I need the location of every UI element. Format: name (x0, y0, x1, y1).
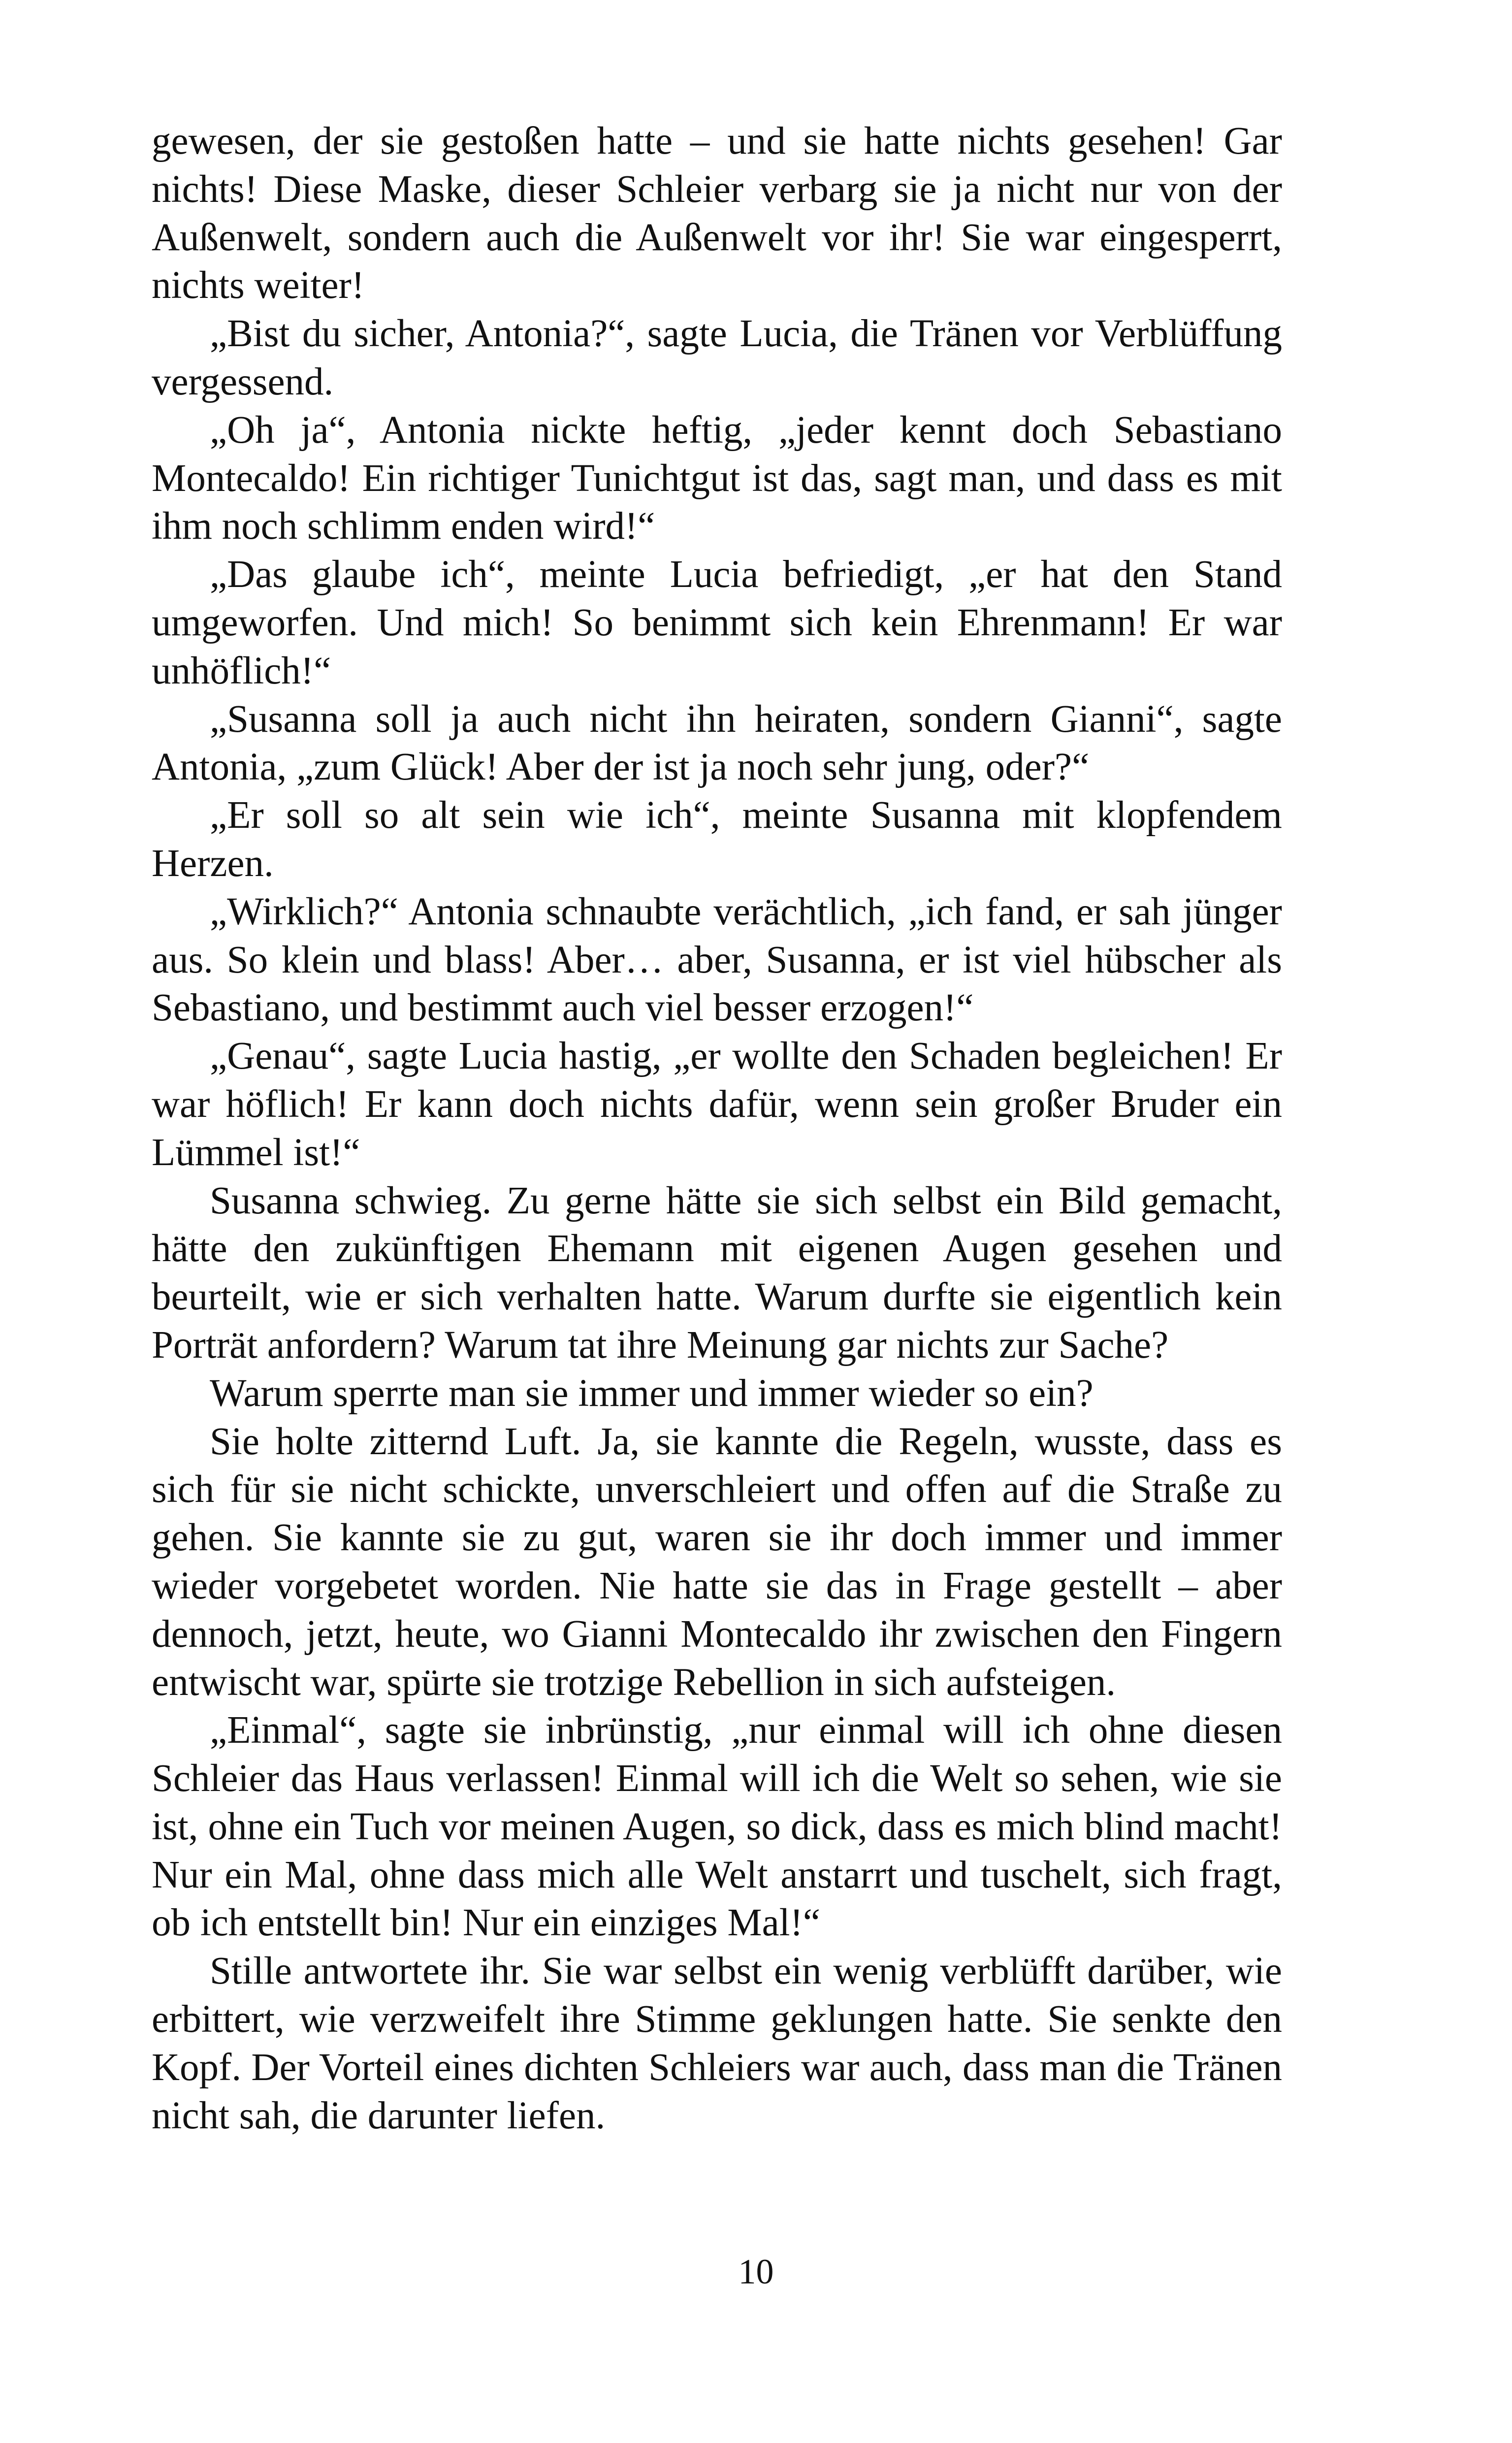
paragraph-2: „Bist du sicher, Antonia?“, sagte Lucia, die Tränen vor Verblüffung vergessend. (152, 312, 1282, 403)
paragraph-4: „Das glaube ich“, meinte Lucia befriedigt, „er hat den Stand umgeworfen. Und mich! So benimmt sich kein Ehrenmann! Er war unhöflich!“ (152, 553, 1282, 692)
paragraph-5: „Susanna soll ja auch nicht ihn heiraten, sondern Gianni“, sagte Antonia, „zum Glück! Aber der ist ja noch sehr jung, oder?“ (152, 697, 1282, 789)
paragraph-10: Warum sperrte man sie immer und immer wieder so ein? (210, 1371, 1094, 1415)
paragraph-1: gewesen, der sie gestoßen hatte – und sie hatte nichts gesehen! Gar nichts! Diese Maske, dieser Schleier verbarg sie ja nicht nur von der Außenwelt, sondern auch die Außenwelt vor ihr! Sie war eingesperrt, nichts weiter! (152, 120, 1282, 307)
page-number: 10 (738, 2252, 774, 2291)
paragraph-11: Sie holte zitternd Luft. Ja, sie kannte die Regeln, wusste, dass es sich für sie nicht schickte, unverschleiert und offen auf die Straße zu gehen. Sie kannte sie zu gut, waren sie ihr doch immer und immer wieder vorgebetet worden. Nie hatte sie das in Frage gestellt – aber dennoch, jetzt, heute, wo Gianni Montecaldo ihr zwischen den Fingern entwischt war, spürte sie trotzige Rebellion in sich aufsteigen. (152, 1420, 1282, 1704)
paragraph-3: „Oh ja“, Antonia nickte heftig, „jeder kennt doch Sebastiano Montecaldo! Ein richtiger Tunichtgut ist das, sagt man, und dass es mit ihm noch schlimm enden wird!“ (152, 408, 1282, 548)
paragraph-7: „Wirklich?“ Antonia schnaubte verächtlich, „ich fand, er sah jünger aus. So klein und blass! Aber… aber, Susanna, er ist viel hübscher als Sebastiano, und bestimmt auch viel besser erzogen!“ (152, 890, 1282, 1030)
paragraph-6: „Er soll so alt sein wie ich“, meinte Susanna mit klopfendem Herzen. (152, 794, 1282, 885)
paragraph-8: „Genau“, sagte Lucia hastig, „er wollte den Schaden begleichen! Er war höflich! Er kann doch nichts dafür, wenn sein großer Bruder ein Lümmel ist!“ (152, 1035, 1282, 1174)
paragraph-12: „Einmal“, sagte sie inbrünstig, „nur einmal will ich ohne diesen Schleier das Haus verlassen! Einmal will ich die Welt so sehen, wie sie ist, ohne ein Tuch vor meinen Augen, so dick, dass es mich blind macht! Nur ein Mal, ohne dass mich alle Welt anstarrt und tuschelt, sich fragt, ob ich entstellt bin! Nur ein einziges Mal!“ (152, 1709, 1282, 1945)
paragraph-9: Susanna schwieg. Zu gerne hätte sie sich selbst ein Bild gemacht, hätte den zukünftigen Ehemann mit eigenen Augen gesehen und beurteilt, wie er sich verhalten hatte. Warum durfte sie eigentlich kein Porträt anfordern? Warum tat ihre Meinung gar nichts zur Sache? (152, 1179, 1282, 1367)
paragraph-13: Stille antwortete ihr. Sie war selbst ein wenig verblüfft darüber, wie erbittert, wie verzweifelt ihre Stimme geklungen hatte. Sie senkte den Kopf. Der Vorteil eines dichten Schleiers war auch, dass man die Tränen nicht sah, die darunter liefen. (152, 1950, 1282, 2137)
body-text (152, 117, 1282, 2140)
